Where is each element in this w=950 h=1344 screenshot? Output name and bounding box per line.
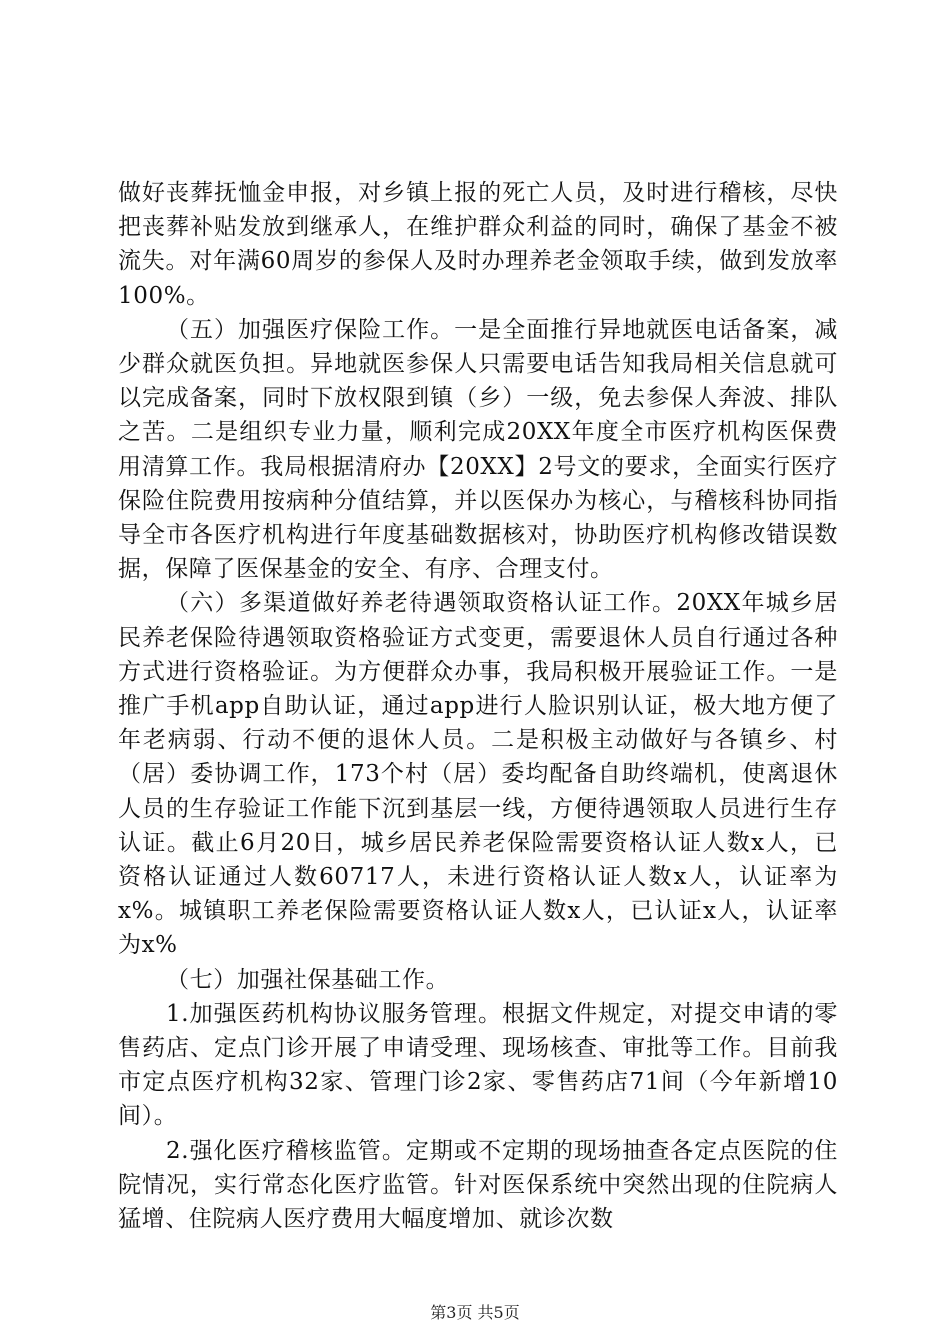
page-number: 第3页 共5页 — [430, 1303, 520, 1322]
paragraph-medical-audit: 2.强化医疗稽核监管。定期或不定期的现场抽查各定点医院的住院情况，实行常态化医疗监管。针对医保系统中突然出现的住院病人猛增、住院病人医疗费用大幅度增加、就诊次数 — [118, 1137, 838, 1233]
paragraph-heading-social-security: （七）加强社保基础工作。 — [166, 966, 450, 993]
paragraph-pension-certification: （六）多渠道做好养老待遇领取资格认证工作。20XX年城乡居民养老保险待遇领取资格验证方式变更，需要退休人员自行通过各种方式进行资格验证。为方便群众办事，我局积极开展验证工作。一是推广手机app自助认证，通过app进行人脸识别认证，极大地方便了年老病弱、行动不便的退休人员。二是积极主动做好与各镇乡、村（居）委协调工作，173个村（居）委均配备自助终端机，使离退休人员的生存验证工作能下沉到基层一线，方便待遇领取人员进行生存认证。截止6月20日，城乡居民养老保险需要资格认证人数x人，已资格认证通过人数60717人，未进行资格认证人数x人，认证率为x%。城镇职工养老保险需要资格认证人数x人，已认证x人，认证率为x% — [118, 590, 838, 959]
paragraph-funeral-subsidy: 做好丧葬抚恤金申报，对乡镇上报的死亡人员，及时进行稽核，尽快把丧葬补贴发放到继承人，在维护群众利益的同时，确保了基金不被流失。对年满60周岁的参保人及时办理养老金领取手续，做到发放率100%。 — [118, 180, 838, 309]
document-body — [118, 176, 838, 1236]
paragraph-pharmacy-management: 1.加强医药机构协议服务管理。根据文件规定，对提交申请的零售药店、定点门诊开展了申请受理、现场核查、审批等工作。目前我市定点医疗机构32家、管理门诊2家、零售药店71间（今年新增10间）。 — [118, 1000, 838, 1130]
paragraph-medical-insurance: （五）加强医疗保险工作。一是全面推行异地就医电话备案，减少群众就医负担。异地就医参保人只需要电话告知我局相关信息就可以完成备案，同时下放权限到镇（乡）一级，免去参保人奔波、排队之苦。二是组织专业力量，顺利完成20XX年度全市医疗机构医保费用清算工作。我局根据清府办【20XX】2号文的要求，全面实行医疗保险住院费用按病种分值结算，并以医保办为核心，与稽核科协同指导全市各医疗机构进行年度基础数据核对，协助医疗机构修改错误数据，保障了医保基金的安全、有序、合理支付。 — [118, 316, 838, 583]
